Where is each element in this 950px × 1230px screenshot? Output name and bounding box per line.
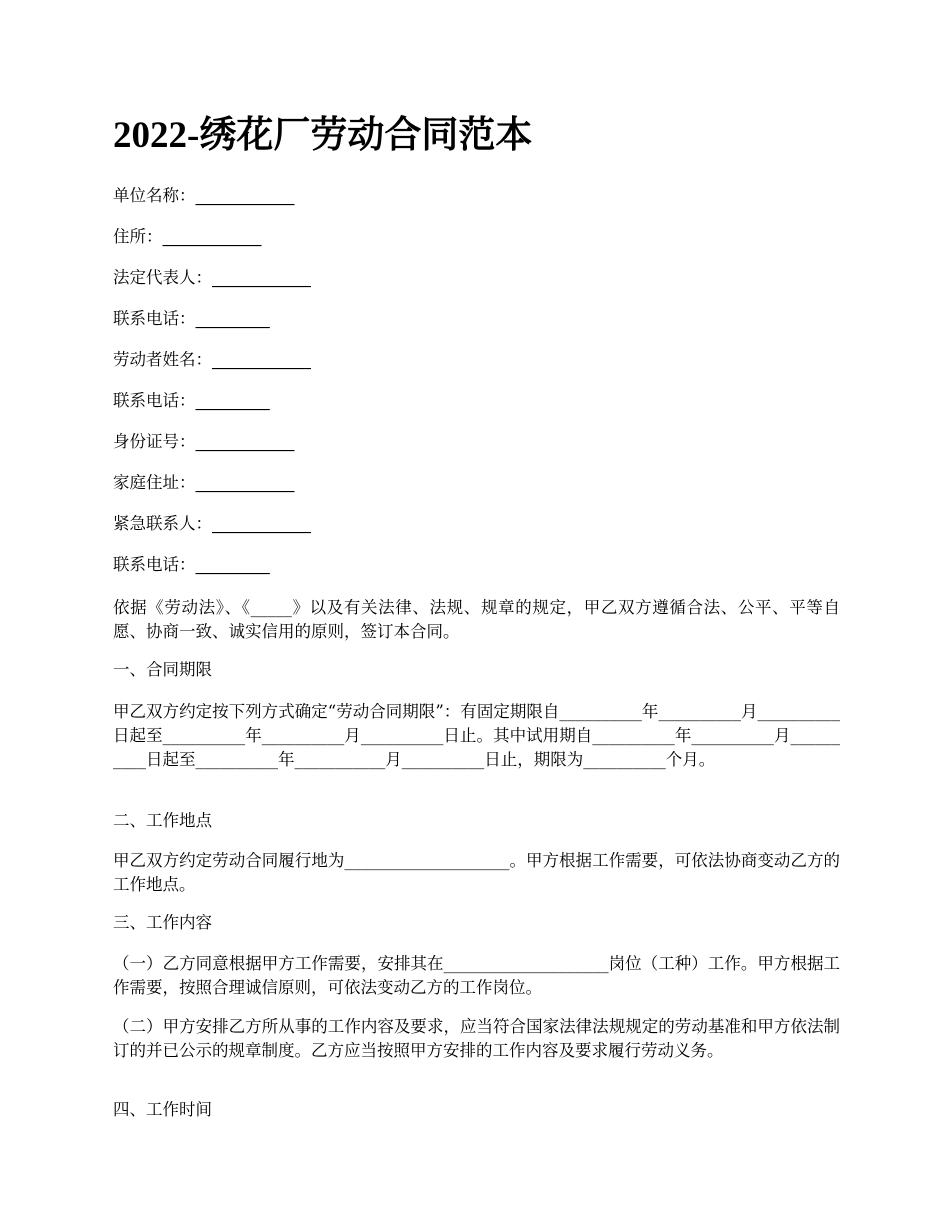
field-blank: ____________	[162, 227, 262, 246]
section-paragraph-content-1: （一）乙方同意根据甲方工作需要，安排其在____________________岗位（工种）工作。甲方根据工作需要，按照合理诚信原则，可依法变动乙方的工作岗位。	[113, 954, 840, 997]
field-worker-phone	[113, 389, 270, 413]
field-label: 紧急联系人：	[113, 514, 212, 533]
field-id-number	[113, 430, 295, 454]
section-heading-location: 二、工作地点	[113, 811, 212, 830]
document-title: 2022-绣花厂劳动合同范本	[113, 115, 533, 156]
field-blank: ____________	[195, 473, 295, 492]
field-label: 联系电话：	[113, 555, 196, 574]
field-label: 劳动者姓名：	[113, 350, 212, 369]
field-emergency-contact	[113, 512, 311, 536]
field-blank: ____________	[212, 514, 311, 533]
field-blank: _________	[195, 555, 270, 574]
field-home-address	[113, 471, 295, 495]
section-heading-hours: 四、工作时间	[113, 1100, 212, 1119]
field-blank: ____________	[195, 432, 295, 451]
section-paragraph-term: 甲乙双方约定按下列方式确定“劳动合同期限”：有固定期限自__________年__________月__________日起至__________年__________月__________日止。其中试用期自__________年__________月__________日起至__________年___________月__________日止，期限为__________个月。	[113, 702, 840, 769]
field-blank: ____________	[212, 350, 311, 369]
field-company-phone	[113, 307, 270, 331]
field-label: 家庭住址：	[113, 473, 196, 492]
field-blank: _________	[195, 391, 270, 410]
intro-paragraph: 依据《劳动法》、《_____》以及有关法律、法规、规章的规定，甲乙双方遵循合法、公平、平等自愿、协商一致、诚实信用的原则，签订本合同。	[113, 598, 840, 641]
field-label: 身份证号：	[113, 432, 196, 451]
field-address	[113, 225, 262, 249]
field-legal-representative	[113, 266, 311, 290]
section-heading-content: 三、工作内容	[113, 913, 212, 932]
section-paragraph-content-2: （二）甲方安排乙方所从事的工作内容及要求，应当符合国家法律法规规定的劳动基准和甲方依法制订的并已公示的规章制度。乙方应当按照甲方安排的工作内容及要求履行劳动义务。	[113, 1017, 840, 1060]
field-company-name	[113, 184, 295, 208]
field-label: 联系电话：	[113, 391, 196, 410]
field-blank: ____________	[195, 186, 295, 205]
field-blank: ____________	[212, 268, 311, 287]
field-label: 联系电话：	[113, 309, 196, 328]
field-label: 住所：	[113, 227, 163, 246]
field-label: 单位名称：	[113, 186, 196, 205]
section-heading-term: 一、合同期限	[113, 660, 212, 679]
field-label: 法定代表人：	[113, 268, 212, 287]
section-paragraph-location: 甲乙双方约定劳动合同履行地为____________________。甲方根据工作需要，可依法协商变动乙方的工作地点。	[113, 851, 840, 894]
field-worker-name	[113, 348, 311, 372]
field-blank: _________	[195, 309, 270, 328]
field-emergency-phone	[113, 553, 270, 577]
